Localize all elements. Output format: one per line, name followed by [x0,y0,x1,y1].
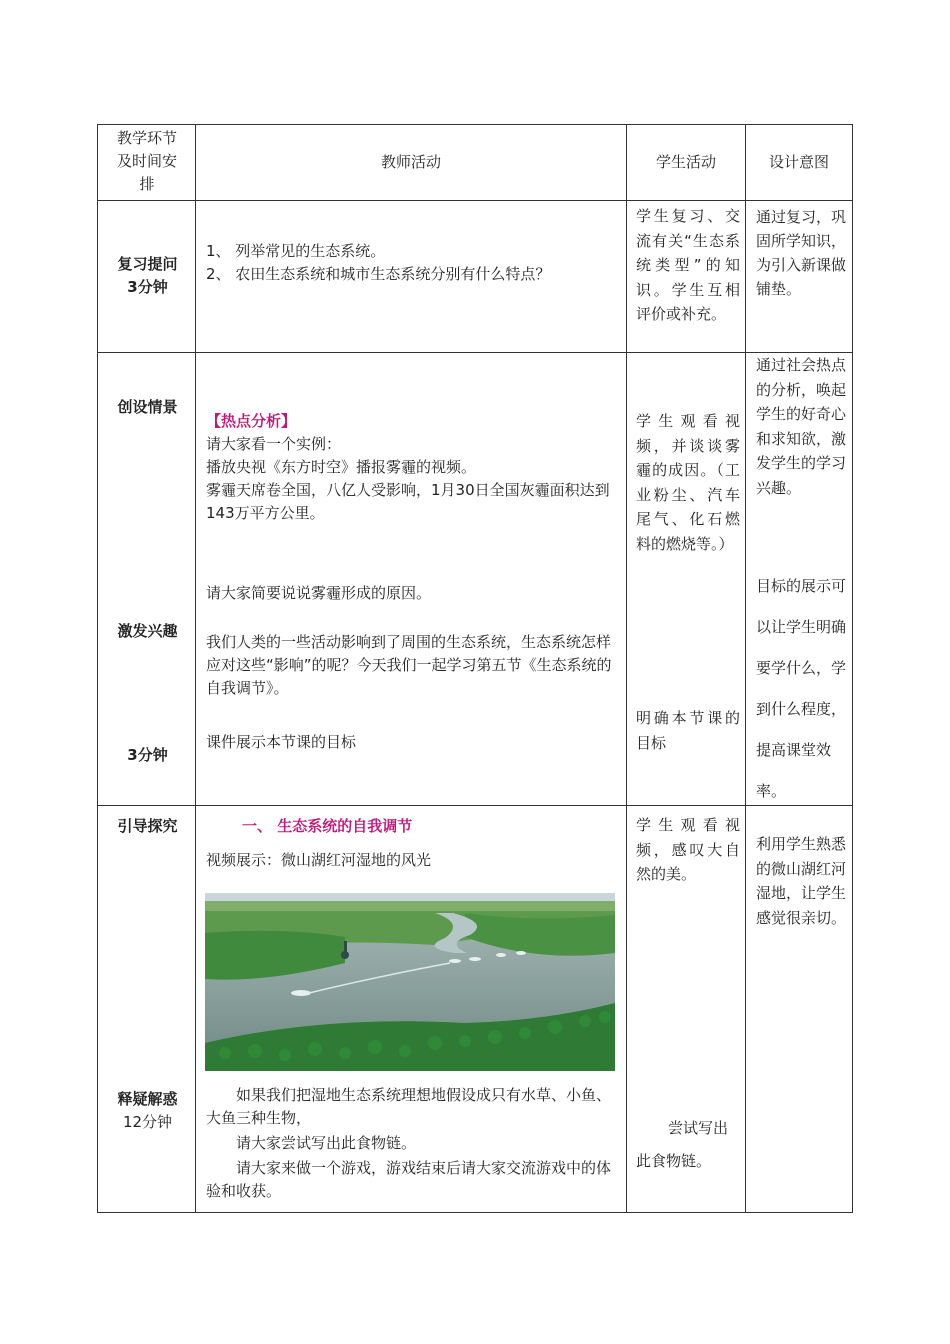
header-teacher-activity: 教师活动 [380,153,441,171]
stage-explore: 引导探究 [117,817,178,835]
stage-explain-time: 12分钟 [122,1113,173,1131]
food-chain-assumption: 如果我们把湿地生态系统理想地假设成只有水草、小鱼、大鱼三种生物， [206,1086,612,1127]
lesson-intro: 我们人类的一些活动影响到了周围的生态系统，生态系统怎样应对这些“影响”的呢？今天我们一起学习第五节《生态系统的自我调节》。 [206,633,612,697]
hotspot-heading: 【热点分析】 [206,412,297,430]
hotspot-line-2: 播放央视《东方时空》播报雾霾的视频。 [206,458,477,476]
lesson-goal: 课件展示本节课的目标 [206,733,357,751]
smog-question: 请大家简要说说雾霾形成的原因。 [206,584,432,602]
stage-scenario: 创设情景 [117,398,178,416]
header-stage-time: 教学环节及时间安排 [116,129,177,193]
stage-interest: 激发兴趣 [117,622,178,640]
review-questions [206,240,621,286]
header-design-intent: 设计意图 [768,153,829,171]
review-student-activity: 学生复习、交流有关“生态系统类型”的知识。学生互相评价或补充。 [636,207,740,323]
scenario-design-intent: 通过社会热点的分析，唤起学生的好奇心和求知欲，激发学生的学习兴趣。 [756,356,847,497]
stage-interest-time: 3分钟 [127,746,168,764]
wetland-photo [205,893,615,1071]
review-question-2: 2、 农田生态系统和城市生态系统分别有什么特点？ [206,265,551,283]
stage-review-time: 3分钟 [127,278,168,296]
game-task: 请大家来做一个游戏，游戏结束后请大家交流游戏中的体验和收获。 [206,1159,612,1200]
video-student-activity: 学生观看视频，感叹大自然的美。 [636,816,740,883]
explore-design-intent: 利用学生熟悉的微山湖红河湿地，让学生感觉很亲切。 [756,835,847,927]
hotspot-line-1: 请大家看一个实例： [206,435,342,453]
stage-explain: 释疑解惑 [117,1090,178,1108]
food-chain-student-activity: 尝试写出此食物链。 [636,1119,729,1170]
scenario-student-activity: 学生观看视频，并谈谈雾霾的成因。（工业粉尘、汽车尾气、化石燃料的燃烧等。） [636,412,740,553]
review-design-intent: 通过复习，巩固所学知识，为引入新课做铺垫。 [756,208,847,298]
food-chain-task: 请大家尝试写出此食物链。 [236,1134,417,1152]
goal-student-activity: 明确本节课的目标 [636,709,740,752]
goal-design-intent: 目标的展示可以让学生明确要学什么，学到什么程度，提高课堂效率。 [756,577,847,800]
stage-review: 复习提问 [117,255,178,273]
header-student-activity: 学生活动 [655,153,716,171]
section-title: 一、 生态系统的自我调节 [242,817,413,835]
hotspot-section [206,410,621,525]
hotspot-line-3: 雾霾天席卷全国，八亿人受影响，1月30日全国灰霾面积达到143万平方公里。 [206,481,610,522]
review-question-1: 1、 列举常见的生态系统。 [206,242,386,260]
video-caption: 视频展示：微山湖红河湿地的风光 [206,851,432,869]
